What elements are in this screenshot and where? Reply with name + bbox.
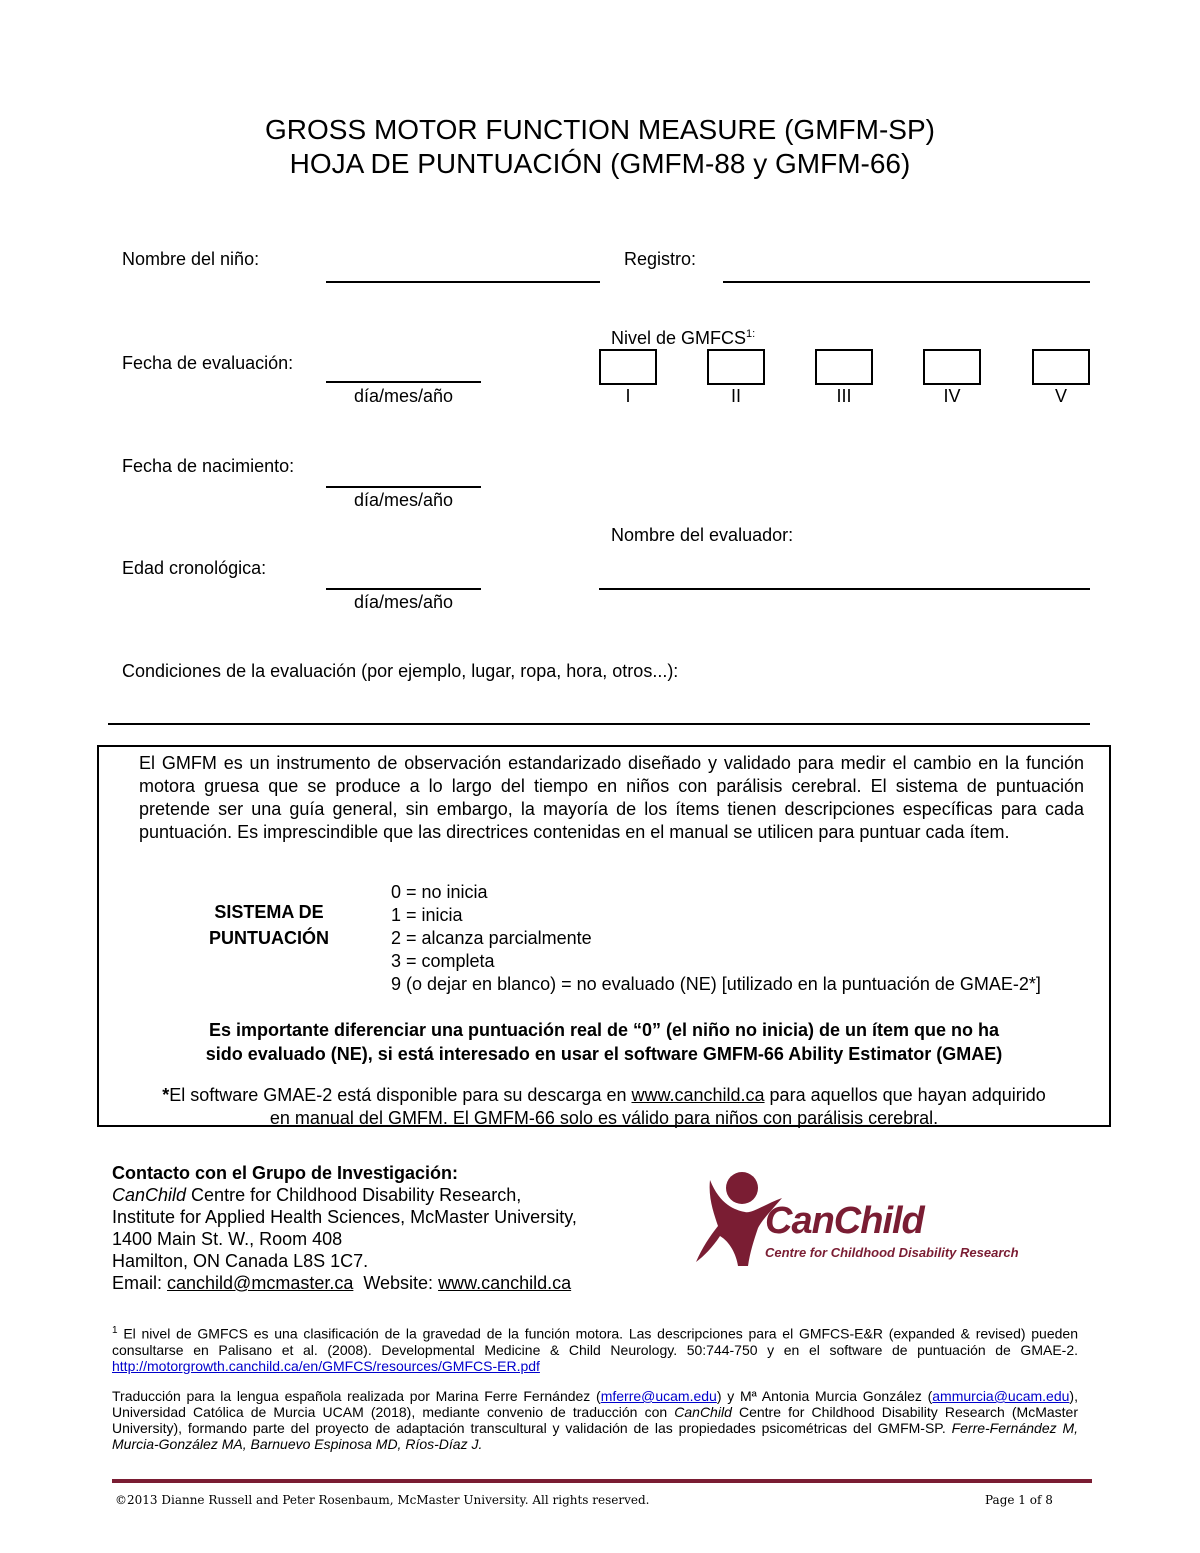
contact-org-rest: Centre for Childhood Disability Research, (186, 1185, 522, 1205)
contact-org (112, 1184, 577, 1206)
gmfcs-er-link[interactable]: http://motorgrowth.canchild.ca/en/GMFCS/resources/GMFCS-ER.pdf (112, 1357, 540, 1374)
child-name-label: Nombre del niño: (122, 249, 260, 269)
trans-part1: Traducción para la lengua española realizada por Marina Ferre Fernández ( (112, 1388, 601, 1404)
gmfcs-level-5: V (1054, 386, 1067, 406)
gmfcs-level-1: I (625, 386, 631, 406)
score-item: 9 (o dejar en blanco) = no evaluado (NE) [utilizado en la puntuación de GMAE-2*] (391, 974, 1041, 994)
contact-line3: 1400 Main St. W., Room 408 (112, 1229, 343, 1249)
gmfcs-level-3: III (836, 386, 852, 406)
trans-part3: ), Universidad Católica de Murcia UCAM (2018), mediante convenio de traducción con (112, 1388, 1078, 1420)
important-note (99, 1018, 1109, 1066)
trans-part2: ) y Mª Antonia Murcia González ( (716, 1388, 933, 1404)
contact-email-link[interactable]: canchild@mcmaster.ca (167, 1273, 354, 1293)
note-text: El software GMAE-2 está disponible para su descarga en (169, 1085, 632, 1105)
note-text-cont: para aquellos que hayan adquirido (764, 1085, 1046, 1105)
score-item: 2 = alcanza parcialmente (391, 928, 592, 948)
footer-copyright: ©2013 Dianne Russell and Peter Rosenbaum, McMaster University. All rights reserved. (115, 1493, 650, 1507)
score-item: 1 = inicia (391, 905, 463, 925)
note-line2: en manual del GMFM. El GMFM-66 solo es válido para niños con parálisis cerebral. (269, 1108, 939, 1128)
contact-org-name: CanChild (112, 1185, 187, 1205)
score-item: 3 = completa (391, 951, 495, 971)
gmfcs-box-4[interactable] (923, 349, 981, 385)
footer-divider (112, 1479, 1092, 1483)
score-list (391, 881, 1041, 996)
contact-website-link[interactable]: www.canchild.ca (438, 1273, 572, 1293)
contact-block (112, 1162, 577, 1294)
trans-part4: Centre for Childhood Disability Research (McMaster University), formando parte del proyecto de adaptación transcultural y validación de las propiedades psicométricas del GMFM-SP. (112, 1404, 1078, 1436)
canchild-link[interactable]: www.canchild.ca (631, 1085, 765, 1105)
eval-date-label: Fecha de evaluación: (122, 353, 294, 373)
gmfm-description: El GMFM es un instrumento de observación estandarizado diseñado y validado para medir el cambio en la función motora gruesa que se produce a lo largo del tiempo en niños con parálisis cerebral. El sistema de puntuación pretende ser una guía general, sin embargo, la mayoría de los ítems tienen descripciones específicas para cada puntuación. Es imprescindible que las directrices contenidas en el manual se utilicen para puntuar cada ítem. (139, 753, 1084, 842)
contact-line2: Institute for Applied Health Sciences, McMaster University, (112, 1207, 577, 1227)
footnote-text: El nivel de GMFCS es una clasificación de la gravedad de la función motora. Las descripciones para el GMFCS-E&R (expanded & revised) pueden consultarse en Palisano et al. (2008). Developmental Medicine & Child Neurology. 50:744-750 y en el software de puntuación de GMAE-2. (112, 1325, 1078, 1358)
contact-heading: Contacto con el Grupo de Investigación: (112, 1163, 459, 1183)
child-name-field[interactable] (326, 281, 600, 283)
software-note (99, 1084, 1109, 1130)
birth-date-field[interactable] (326, 486, 481, 488)
gmfcs-box-5[interactable] (1032, 349, 1090, 385)
scoring-system-label (194, 899, 344, 951)
scoring-system-label-line2: PUNTUACIÓN (209, 928, 329, 948)
gmfcs-label (611, 323, 755, 349)
gmfcs-box-2[interactable] (707, 349, 765, 385)
page-title: GROSS MOTOR FUNCTION MEASURE (GMFM-SP) (265, 114, 935, 145)
trans-authors: Ferre-Fernández M, Murcia-González MA, Barnuevo Espinosa MD, Ríos-Díaz J. (112, 1420, 1079, 1452)
footer-page-number: Page 1 of 8 (985, 1493, 1053, 1507)
conditions-label: Condiciones de la evaluación (por ejemplo, lugar, ropa, hora, otros...): (122, 661, 679, 681)
chrono-age-field[interactable] (326, 588, 481, 590)
contact-links (112, 1272, 577, 1294)
score-item: 0 = no inicia (391, 882, 488, 902)
gmfcs-footnote-ref: 1: (746, 328, 756, 340)
translation-credits (112, 1388, 1078, 1452)
record-field[interactable] (723, 281, 1090, 283)
birth-date-hint: día/mes/año (353, 490, 454, 510)
gmfcs-label-text: Nivel de GMFCS (611, 328, 747, 348)
gmfcs-level-2: II (730, 386, 741, 406)
email-link-ammurcia[interactable]: ammurcia@ucam.edu (932, 1388, 1070, 1404)
gmfcs-footnote (112, 1323, 1078, 1374)
scoring-info-box (97, 745, 1111, 1127)
chrono-age-hint: día/mes/año (353, 592, 454, 612)
email-link-mferre[interactable]: mferre@ucam.edu (600, 1388, 717, 1404)
note-asterisk: * (162, 1085, 170, 1105)
logo-tagline: Centre for Childhood Disability Research (765, 1245, 1019, 1260)
gmfcs-box-3[interactable] (815, 349, 873, 385)
scoring-system-label-line1: SISTEMA DE (214, 902, 324, 922)
canchild-logo (690, 1170, 1040, 1270)
birth-date-label: Fecha de nacimiento: (122, 456, 295, 476)
important-note-line1: Es importante diferenciar una puntuación real de “0” (el niño no inicia) de un ítem que no ha (208, 1020, 1000, 1040)
trans-canchild: CanChild (674, 1404, 732, 1420)
page-subtitle: HOJA DE PUNTUACIÓN (GMFM-88 y GMFM-66) (289, 148, 911, 179)
logo-name: CanChild (765, 1200, 924, 1242)
website-label: Website: (353, 1273, 439, 1293)
footnote-number: 1 (112, 1325, 118, 1336)
evaluator-label: Nombre del evaluador: (611, 525, 794, 545)
record-label: Registro: (624, 249, 697, 269)
gmfcs-box-1[interactable] (599, 349, 657, 385)
eval-date-field[interactable] (326, 381, 481, 383)
evaluator-field[interactable] (599, 588, 1090, 590)
chrono-age-label: Edad cronológica: (122, 558, 267, 578)
eval-date-hint: día/mes/año (353, 386, 454, 406)
important-note-line2: sido evaluado (NE), si está interesado en usar el software GMFM-66 Ability Estimator (GMAE) (205, 1044, 1003, 1064)
conditions-field[interactable] (108, 723, 1090, 725)
email-label: Email: (112, 1273, 168, 1293)
contact-line4: Hamilton, ON Canada L8S 1C7. (112, 1251, 369, 1271)
gmfcs-level-4: IV (943, 386, 961, 406)
